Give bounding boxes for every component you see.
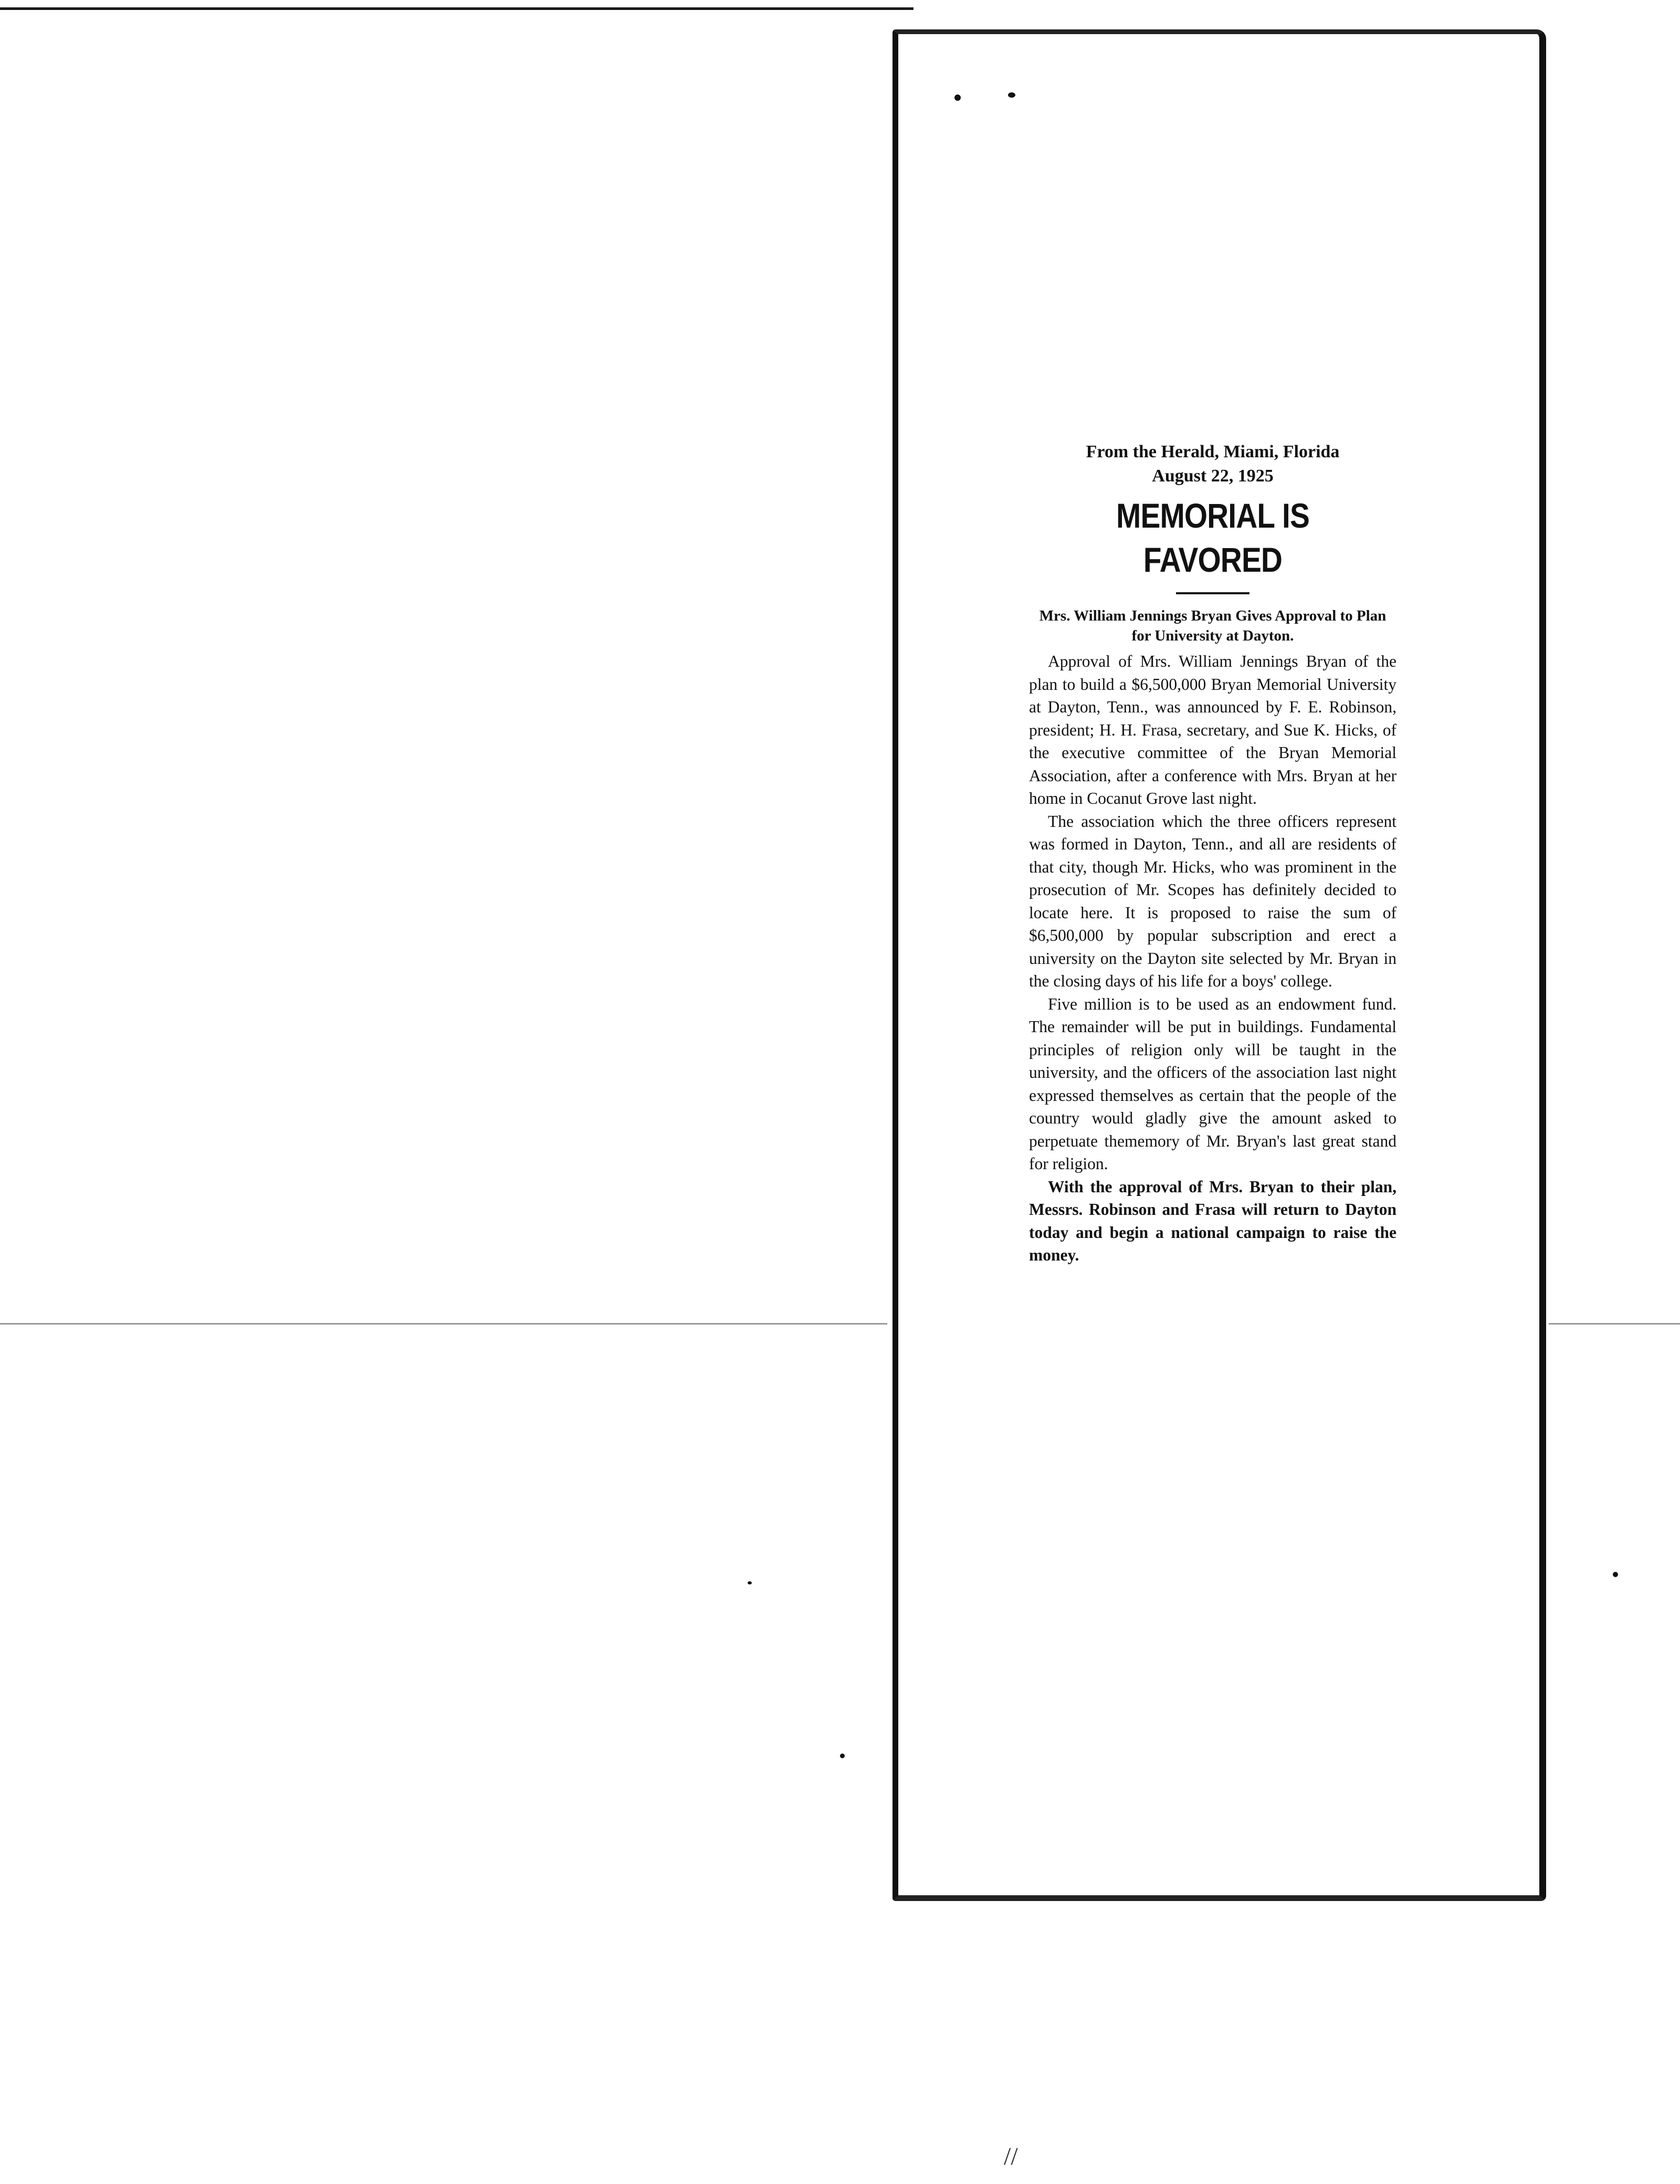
scan-top-edge xyxy=(0,7,914,10)
speck xyxy=(748,1581,752,1584)
speck xyxy=(1613,1572,1618,1577)
article-source: From the Herald, Miami, Florida xyxy=(1086,442,1340,461)
speck xyxy=(954,94,961,101)
article-paragraph: With the approval of Mrs. Bryan to their plan, Messrs. Robinson and Frasa will return to Dayton today and begin a national campaign to raise the money. xyxy=(1029,1177,1396,1264)
page-mark: // xyxy=(1004,2143,1018,2170)
article-headline: MEMORIAL IS FAVORED xyxy=(1116,496,1309,579)
speck xyxy=(1008,92,1015,98)
speck xyxy=(840,1754,845,1758)
fold-line-left xyxy=(0,1323,887,1325)
article-date: August 22, 1925 xyxy=(1152,466,1274,486)
article-paragraph: The association which the three officers represent was formed in Dayton, Tenn., and all are residents of that city, though Mr. Hicks, who was prominent in the prosecution of Mr. Scopes has definitely decided to locate here. It is proposed to raise the sum of $6,500,000 by popular subscription and erect a university on the Dayton site selected by Mr. Bryan in the closing days of his life for a boys' college. xyxy=(1029,812,1396,990)
article-subhead: Mrs. William Jennings Bryan Gives Approval to Plan for University at Dayton. xyxy=(1039,607,1387,644)
article-paragraph: Five million is to be used as an endowment fund. The remainder will be put in buildings. Fundamental principles of religion only will be taught in the university, and the officers of the association last night expressed themselves as certain that the people of the country would gladly give the amount asked to perpetuate thememory of Mr. Bryan's last great stand for religion. xyxy=(1029,994,1396,1173)
article-paragraph: Approval of Mrs. William Jennings Bryan of the plan to build a $6,500,000 Bryan Memorial University at Dayton, Tenn., was announced by F. E. Robinson, president; H. H. Frasa, secretary, and Sue K. Hicks, of the executive committee of the Bryan Memorial Association, after a conference with Mrs. Bryan at her home in Cocanut Grove last night. xyxy=(1029,652,1396,807)
newspaper-article xyxy=(1029,440,1396,1267)
fold-line-right xyxy=(1549,1323,1680,1325)
headline-divider xyxy=(1176,592,1250,594)
